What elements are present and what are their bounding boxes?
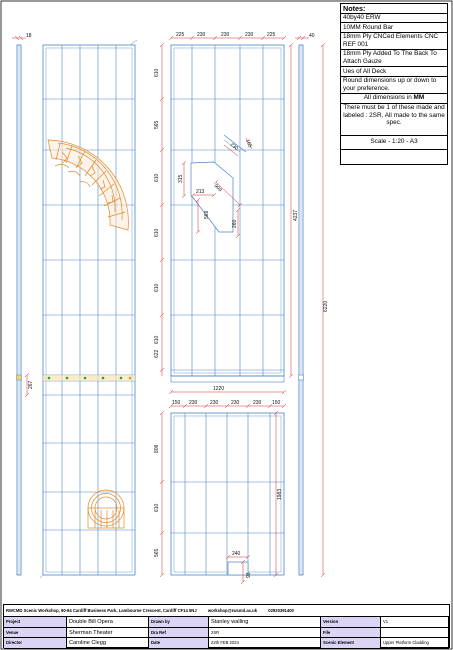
dim-total-width: 1220 — [213, 386, 225, 392]
dim-section-height: 622 — [154, 349, 160, 358]
front-panel-cnc — [40, 40, 137, 578]
upper-frame-panel — [171, 45, 284, 382]
dimensions-unit-note — [341, 94, 447, 104]
dim-lower-total-height: 1983 — [277, 488, 283, 500]
dim-slot-height: 93 — [246, 572, 252, 578]
note-line: 18mm Ply Added To The Back To Attach Gauze — [341, 50, 447, 67]
scenic-element-label: Scenic Element — [321, 638, 381, 649]
project-label: Project — [4, 617, 67, 628]
venue-value: Sherman Theater — [67, 628, 149, 639]
drawn-by-value: Stanley walling — [209, 617, 321, 628]
dim-bottom-width: 150 — [272, 400, 281, 406]
version-label: Version — [321, 617, 381, 628]
top-width-dimensions — [169, 32, 286, 40]
venue-label: Venue — [4, 628, 67, 639]
dim-right-side-width: 40 — [309, 33, 315, 39]
dim-lower-section-height: 808 — [154, 444, 160, 453]
dim-section-height: 610 — [154, 228, 160, 237]
director-value: Caroline Clegg — [67, 638, 149, 649]
project-value: Double Bill Opera — [67, 617, 149, 628]
dim-top-width: 230 — [221, 32, 230, 38]
dim-top-width: 225 — [176, 32, 185, 38]
dim-opening: 165 — [244, 138, 253, 149]
dim-bottom-width: 230 — [210, 400, 219, 406]
scenic-element-value: Upper Platform Cladding — [381, 638, 449, 649]
notes-blank-row — [341, 150, 447, 151]
lower-height-dimensions — [154, 411, 283, 584]
dim-opening: 909 — [212, 183, 223, 194]
notes-panel — [340, 3, 448, 165]
dim-section-height: 610 — [154, 335, 160, 344]
dim-top-width: 230 — [197, 32, 206, 38]
company-address: RWCMD Scenic Workshop, 90-94 Cardiff Business Park, Lambourne Crescent, Cardiff CF14 5NJ — [6, 608, 197, 613]
dim-opening: 315 — [178, 174, 184, 183]
company-email: workshop@rwcmd.ac.uk — [207, 608, 258, 613]
right-side-profile — [295, 33, 329, 577]
dim-opening: 260 — [232, 219, 238, 228]
note-line: 10MM Round Bar — [341, 23, 447, 33]
dim-section-height: 565 — [154, 120, 160, 129]
dim-left-side-width: 18 — [26, 33, 32, 39]
company-line — [4, 605, 449, 617]
dim-opening: 213 — [196, 189, 205, 195]
dim-section-height: 610 — [154, 68, 160, 77]
dim-opening: 569 — [204, 210, 210, 219]
drawn-by-label: Drawn by — [149, 617, 209, 628]
dims-prefix: All dimensions in — [363, 94, 412, 102]
upper-height-dimensions — [154, 43, 164, 376]
company-phone: 02920391400 — [268, 608, 294, 613]
title-block-grid — [4, 617, 449, 649]
version-value: V1 — [381, 617, 449, 628]
dim-upper-total-height: 4237 — [293, 209, 299, 221]
dims-unit: MM — [413, 94, 425, 102]
dra-ref-label: Dra Ref — [149, 628, 209, 639]
dim-opening: 230 — [228, 141, 240, 152]
file-value — [381, 628, 449, 639]
dra-ref-value: 2SR — [209, 628, 321, 639]
note-line: 40by40 ERW — [341, 14, 447, 24]
date-label: Date — [149, 638, 209, 649]
dim-lower-section-height: 610 — [154, 503, 160, 512]
dim-bottom-width: 230 — [231, 400, 240, 406]
left-side-profile — [12, 33, 34, 575]
note-line: Round dimensions up or down to your preference. — [341, 77, 447, 94]
dim-bottom-width: 230 — [189, 400, 198, 406]
dim-lower-section-height: 565 — [154, 548, 160, 557]
scale-note: Scale - 1:20 - A3 — [341, 136, 447, 150]
director-label: Director — [4, 638, 67, 649]
overall-upper-height-dim — [289, 43, 299, 378]
dim-bottom-width: 150 — [172, 400, 181, 406]
note-line: 18mm Ply CNCed Elements CNC REF 001 — [341, 33, 447, 50]
requirement-note: There must be 1 of these made and labeled : 2SR. All made to the same spec. — [341, 104, 447, 136]
dim-left-overlap: 267 — [28, 380, 34, 389]
bottom-width-dimensions — [169, 400, 286, 408]
total-width-dim — [169, 386, 286, 394]
file-label: File — [321, 628, 381, 639]
dim-top-width: 230 — [245, 32, 254, 38]
dim-section-height: 610 — [154, 173, 160, 182]
dim-overall-height: 6220 — [323, 300, 329, 312]
dim-slot-width: 240 — [232, 551, 241, 557]
note-line: Ues of All Deck — [341, 67, 447, 77]
dim-bottom-width: 230 — [253, 400, 262, 406]
dim-section-height: 610 — [154, 283, 160, 292]
title-block — [3, 604, 450, 648]
date-value: 22th FEB 2024 — [209, 638, 321, 649]
dim-top-width: 225 — [267, 32, 276, 38]
lower-frame-panel — [171, 413, 284, 575]
notes-heading: Notes: — [341, 4, 447, 14]
